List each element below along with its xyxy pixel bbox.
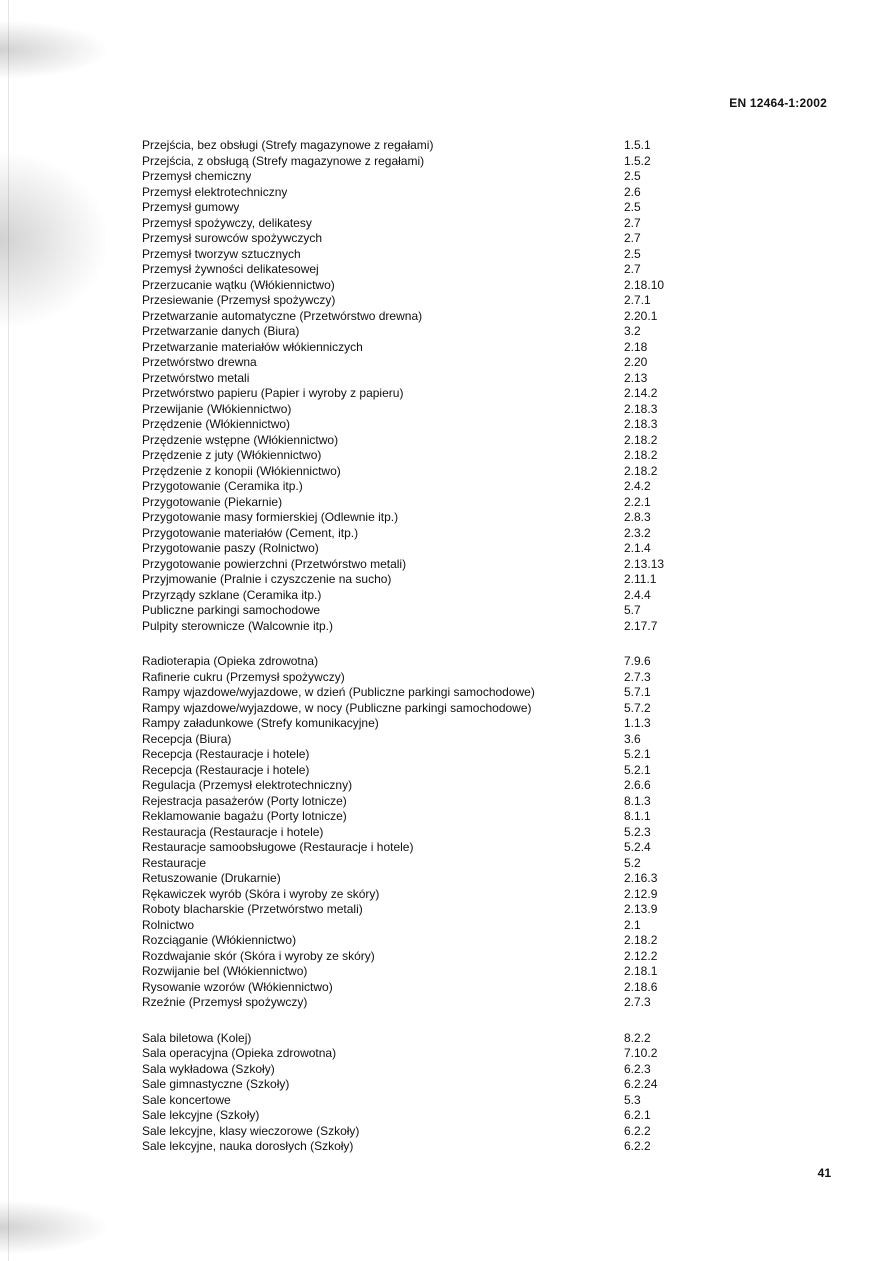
- index-entry: [142, 964, 682, 980]
- index-entry: [142, 654, 682, 670]
- entry-term: Pulpity sterownicze (Walcownie itp.): [142, 618, 333, 633]
- index-entry: [142, 417, 682, 433]
- entry-term: Przerzucanie wątku (Włókiennictwo): [142, 277, 335, 292]
- entry-reference: 2.18.3: [624, 401, 658, 416]
- entry-term: Przygotowanie (Ceramika itp.): [142, 479, 303, 493]
- index-entry: [142, 309, 682, 325]
- entry-reference: 5.7: [624, 603, 641, 617]
- entry-reference: 6.2.2: [624, 1139, 651, 1153]
- index-entry: [142, 1139, 682, 1155]
- index-entry: [142, 995, 682, 1011]
- index-group: [142, 1031, 682, 1155]
- entry-reference: 2.7.1: [624, 293, 651, 307]
- index-entry: [142, 479, 682, 495]
- entry-term: Regulacja (Przemysł elektrotechniczny): [142, 778, 353, 792]
- index-entry: [142, 1108, 682, 1124]
- index-entry: [142, 293, 682, 309]
- entry-reference: 2.5: [624, 200, 641, 214]
- index-entry: [142, 448, 682, 464]
- index-group: [142, 654, 682, 1011]
- entry-reference: 2.18.2: [624, 933, 658, 947]
- entry-term: Przyrządy szklane (Ceramika itp.): [142, 587, 322, 602]
- entry-reference: 2.6.6: [624, 778, 651, 792]
- entry-reference: 2.4.4: [624, 587, 651, 602]
- entry-reference: 2.1: [624, 917, 641, 932]
- entry-reference: 3.6: [624, 731, 641, 746]
- index-entry: [142, 588, 682, 604]
- scan-artifact: [0, 150, 110, 330]
- index-entry: [142, 324, 682, 340]
- entry-reference: 7.10.2: [624, 1046, 658, 1060]
- index-entry: [142, 1124, 682, 1140]
- entry-term: Reklamowanie bagażu (Porty lotnicze): [142, 809, 347, 823]
- entry-reference: 6.2.3: [624, 1061, 651, 1076]
- index-entry: [142, 138, 682, 154]
- entry-term: Recepcja (Restauracje i hotele): [142, 762, 310, 777]
- entry-reference: 2.13.13: [624, 556, 665, 571]
- index-entry: [142, 685, 682, 701]
- index-entry: [142, 154, 682, 170]
- index-entry: [142, 541, 682, 557]
- index-entry: [142, 231, 682, 247]
- entry-reference: 2.2.1: [624, 494, 651, 509]
- entry-reference: 2.14.2: [624, 386, 658, 400]
- index-group: [142, 138, 682, 634]
- entry-reference: 2.18.2: [624, 463, 658, 478]
- entry-term: Przemysł elektrotechniczny: [142, 184, 288, 199]
- entry-term: Przemysł żywności delikatesowej: [142, 262, 319, 276]
- index-entry: [142, 933, 682, 949]
- index-entry: [142, 371, 682, 387]
- entry-reference: 5.2.3: [624, 824, 651, 839]
- entry-reference: 2.5: [624, 169, 641, 183]
- index-entry: [142, 619, 682, 635]
- entry-term: Restauracje samoobsługowe (Restauracje i hotele): [142, 840, 414, 854]
- entry-term: Sale gimnastyczne (Szkoły): [142, 1077, 290, 1091]
- entry-reference: 2.1.4: [624, 541, 651, 555]
- entry-reference: 2.5: [624, 246, 641, 261]
- entry-term: Retuszowanie (Drukarnie): [142, 871, 281, 885]
- index-entry: [142, 169, 682, 185]
- entry-term: Radioterapia (Opieka zdrowotna): [142, 654, 319, 668]
- index-list: [142, 138, 682, 1155]
- entry-term: Przygotowanie (Piekarnie): [142, 494, 283, 509]
- entry-term: Rampy wjazdowe/wyjazdowe, w dzień (Publiczne parkingi samochodowe): [142, 685, 535, 699]
- entry-term: Przetwarzanie danych (Biura): [142, 324, 300, 338]
- entry-term: Przemysł spożywczy, delikatesy: [142, 215, 312, 230]
- entry-reference: 1.5.1: [624, 138, 651, 152]
- entry-term: Przemysł surowców spożywczych: [142, 231, 323, 245]
- entry-reference: 2.13: [624, 370, 648, 385]
- entry-term: Restauracje: [142, 855, 207, 870]
- entry-reference: 2.20.1: [624, 308, 658, 323]
- entry-reference: 2.18.10: [624, 277, 665, 292]
- entry-term: Przygotowanie masy formierskiej (Odlewnie itp.): [142, 510, 399, 524]
- entry-reference: 2.8.3: [624, 510, 651, 524]
- entry-term: Przędzenie (Włókiennictwo): [142, 417, 291, 431]
- index-entry: [142, 557, 682, 573]
- entry-term: Przewijanie (Włókiennictwo): [142, 401, 292, 416]
- index-entry: [142, 809, 682, 825]
- entry-reference: 2.18.2: [624, 448, 658, 462]
- index-entry: [142, 1046, 682, 1062]
- index-entry: [142, 732, 682, 748]
- entry-term: Rozwijanie bel (Włókiennictwo): [142, 964, 308, 978]
- entry-reference: 2.18.3: [624, 417, 658, 431]
- page-number: 41: [817, 1166, 831, 1180]
- entry-reference: 7.9.6: [624, 654, 651, 668]
- entry-term: Przędzenie z juty (Włókiennictwo): [142, 448, 322, 462]
- entry-term: Rysowanie wzorów (Włókiennictwo): [142, 979, 333, 994]
- entry-term: Przetwórstwo metali: [142, 370, 250, 385]
- entry-reference: 8.2.2: [624, 1030, 651, 1045]
- entry-term: Rolnictwo: [142, 917, 195, 932]
- entry-reference: 2.11.1: [624, 572, 657, 586]
- entry-term: Przetwórstwo papieru (Papier i wyroby z papieru): [142, 386, 404, 400]
- entry-term: Przetwórstwo drewna: [142, 355, 257, 369]
- entry-reference: 2.17.7: [624, 618, 658, 633]
- entry-reference: 2.7.3: [624, 995, 651, 1009]
- entry-term: Przesiewanie (Przemysł spożywczy): [142, 293, 336, 307]
- entry-reference: 2.18.6: [624, 979, 658, 994]
- index-entry: [142, 464, 682, 480]
- entry-reference: 2.12.9: [624, 886, 658, 901]
- entry-reference: 5.2: [624, 855, 641, 870]
- index-entry: [142, 278, 682, 294]
- index-entry: [142, 340, 682, 356]
- entry-reference: 2.7: [624, 215, 641, 230]
- entry-reference: 6.2.1: [624, 1108, 651, 1122]
- entry-term: Przejścia, z obsługą (Strefy magazynowe z regałami): [142, 153, 425, 168]
- entry-reference: 5.2.1: [624, 762, 651, 777]
- entry-reference: 2.18.2: [624, 432, 658, 447]
- entry-term: Sala operacyjna (Opieka zdrowotna): [142, 1046, 337, 1060]
- entry-term: Roboty blacharskie (Przetwórstwo metali): [142, 902, 363, 916]
- entry-reference: 2.18: [624, 339, 648, 354]
- entry-term: Rozciąganie (Włókiennictwo): [142, 933, 297, 947]
- entry-term: Sale lekcyjne (Szkoły): [142, 1108, 260, 1122]
- index-entry: [142, 856, 682, 872]
- index-entry: [142, 747, 682, 763]
- entry-term: Przygotowanie materiałów (Cement, itp.): [142, 525, 359, 540]
- entry-term: Restauracja (Restauracje i hotele): [142, 824, 324, 839]
- entry-term: Przemysł chemiczny: [142, 169, 252, 183]
- entry-term: Przetwarzanie automatyczne (Przetwórstwo drewna): [142, 308, 423, 323]
- entry-term: Sale lekcyjne, nauka dorosłych (Szkoły): [142, 1139, 354, 1153]
- index-entry: [142, 572, 682, 588]
- index-entry: [142, 247, 682, 263]
- entry-reference: 5.3: [624, 1092, 641, 1107]
- entry-reference: 2.7: [624, 262, 641, 276]
- index-entry: [142, 701, 682, 717]
- index-entry: [142, 1077, 682, 1093]
- entry-term: Przemysł gumowy: [142, 200, 240, 214]
- index-entry: [142, 1093, 682, 1109]
- scan-artifact: [0, 20, 110, 80]
- entry-term: Przemysł tworzyw sztucznych: [142, 246, 301, 261]
- entry-reference: 5.2.1: [624, 747, 651, 761]
- entry-reference: 5.2.4: [624, 840, 651, 854]
- entry-term: Publiczne parkingi samochodowe: [142, 603, 321, 617]
- entry-reference: 2.7.3: [624, 669, 651, 684]
- entry-reference: 2.18.1: [624, 964, 658, 978]
- index-entry: [142, 510, 682, 526]
- index-entry: [142, 495, 682, 511]
- index-entry: [142, 670, 682, 686]
- index-entry: [142, 185, 682, 201]
- entry-reference: 2.3.2: [624, 525, 651, 540]
- entry-term: Rampy wjazdowe/wyjazdowe, w nocy (Publiczne parkingi samochodowe): [142, 700, 532, 715]
- index-entry: [142, 887, 682, 903]
- index-entry: [142, 949, 682, 965]
- entry-term: Recepcja (Restauracje i hotele): [142, 747, 310, 761]
- entry-term: Rozdwajanie skór (Skóra i wyroby ze skóry): [142, 948, 375, 963]
- entry-term: Przyjmowanie (Pralnie i czyszczenie na sucho): [142, 572, 392, 586]
- entry-reference: 3.2: [624, 324, 641, 338]
- entry-reference: 2.6: [624, 184, 641, 199]
- entry-reference: 5.7.1: [624, 685, 651, 699]
- index-entry: [142, 778, 682, 794]
- entry-term: Przetwarzanie materiałów włókienniczych: [142, 339, 363, 354]
- index-entry: [142, 1062, 682, 1078]
- index-entry: [142, 825, 682, 841]
- index-entry: [142, 763, 682, 779]
- index-entry: [142, 216, 682, 232]
- scan-artifact: [0, 1200, 110, 1255]
- entry-term: Rękawiczek wyrób (Skóra i wyroby ze skóry): [142, 886, 380, 901]
- index-entry: [142, 262, 682, 278]
- index-entry: [142, 794, 682, 810]
- entry-term: Rafinerie cukru (Przemysł spożywczy): [142, 669, 345, 684]
- index-entry: [142, 526, 682, 542]
- entry-term: Rejestracja pasażerów (Porty lotnicze): [142, 793, 347, 808]
- standard-code: EN 12464-1:2002: [729, 96, 827, 110]
- entry-term: Sala wykładowa (Szkoły): [142, 1061, 275, 1076]
- index-entry: [142, 402, 682, 418]
- index-entry: [142, 1031, 682, 1047]
- entry-reference: 8.1.3: [624, 793, 651, 808]
- entry-reference: 6.2.2: [624, 1123, 651, 1138]
- entry-term: Rampy załadunkowe (Strefy komunikacyjne): [142, 716, 379, 730]
- entry-reference: 1.5.2: [624, 153, 651, 168]
- entry-term: Przędzenie z konopii (Włókiennictwo): [142, 463, 341, 478]
- entry-term: Przygotowanie powierzchni (Przetwórstwo metali): [142, 556, 407, 571]
- entry-reference: 8.1.1: [624, 809, 651, 823]
- entry-reference: 2.16.3: [624, 871, 658, 885]
- index-entry: [142, 386, 682, 402]
- index-entry: [142, 871, 682, 887]
- entry-reference: 2.7: [624, 231, 641, 245]
- index-entry: [142, 200, 682, 216]
- index-entry: [142, 355, 682, 371]
- entry-reference: 6.2.24: [624, 1077, 658, 1091]
- entry-term: Sale koncertowe: [142, 1092, 231, 1107]
- entry-term: Sala biletowa (Kolej): [142, 1030, 252, 1045]
- entry-reference: 2.13.9: [624, 902, 658, 916]
- index-entry: [142, 433, 682, 449]
- entry-reference: 5.7.2: [624, 700, 651, 715]
- index-entry: [142, 603, 682, 619]
- index-entry: [142, 716, 682, 732]
- entry-term: Przejścia, bez obsługi (Strefy magazynowe z regałami): [142, 138, 434, 152]
- entry-term: Sale lekcyjne, klasy wieczorowe (Szkoły): [142, 1123, 360, 1138]
- index-entry: [142, 918, 682, 934]
- entry-term: Przygotowanie paszy (Rolnictwo): [142, 541, 319, 555]
- index-entry: [142, 902, 682, 918]
- entry-reference: 2.4.2: [624, 479, 651, 493]
- entry-reference: 2.20: [624, 355, 648, 369]
- entry-reference: 1.1.3: [624, 716, 651, 730]
- entry-term: Rzeźnie (Przemysł spożywczy): [142, 995, 308, 1009]
- index-entry: [142, 840, 682, 856]
- entry-term: Recepcja (Biura): [142, 731, 232, 746]
- entry-reference: 2.12.2: [624, 948, 658, 963]
- entry-term: Przędzenie wstępne (Włókiennictwo): [142, 432, 339, 447]
- index-entry: [142, 980, 682, 996]
